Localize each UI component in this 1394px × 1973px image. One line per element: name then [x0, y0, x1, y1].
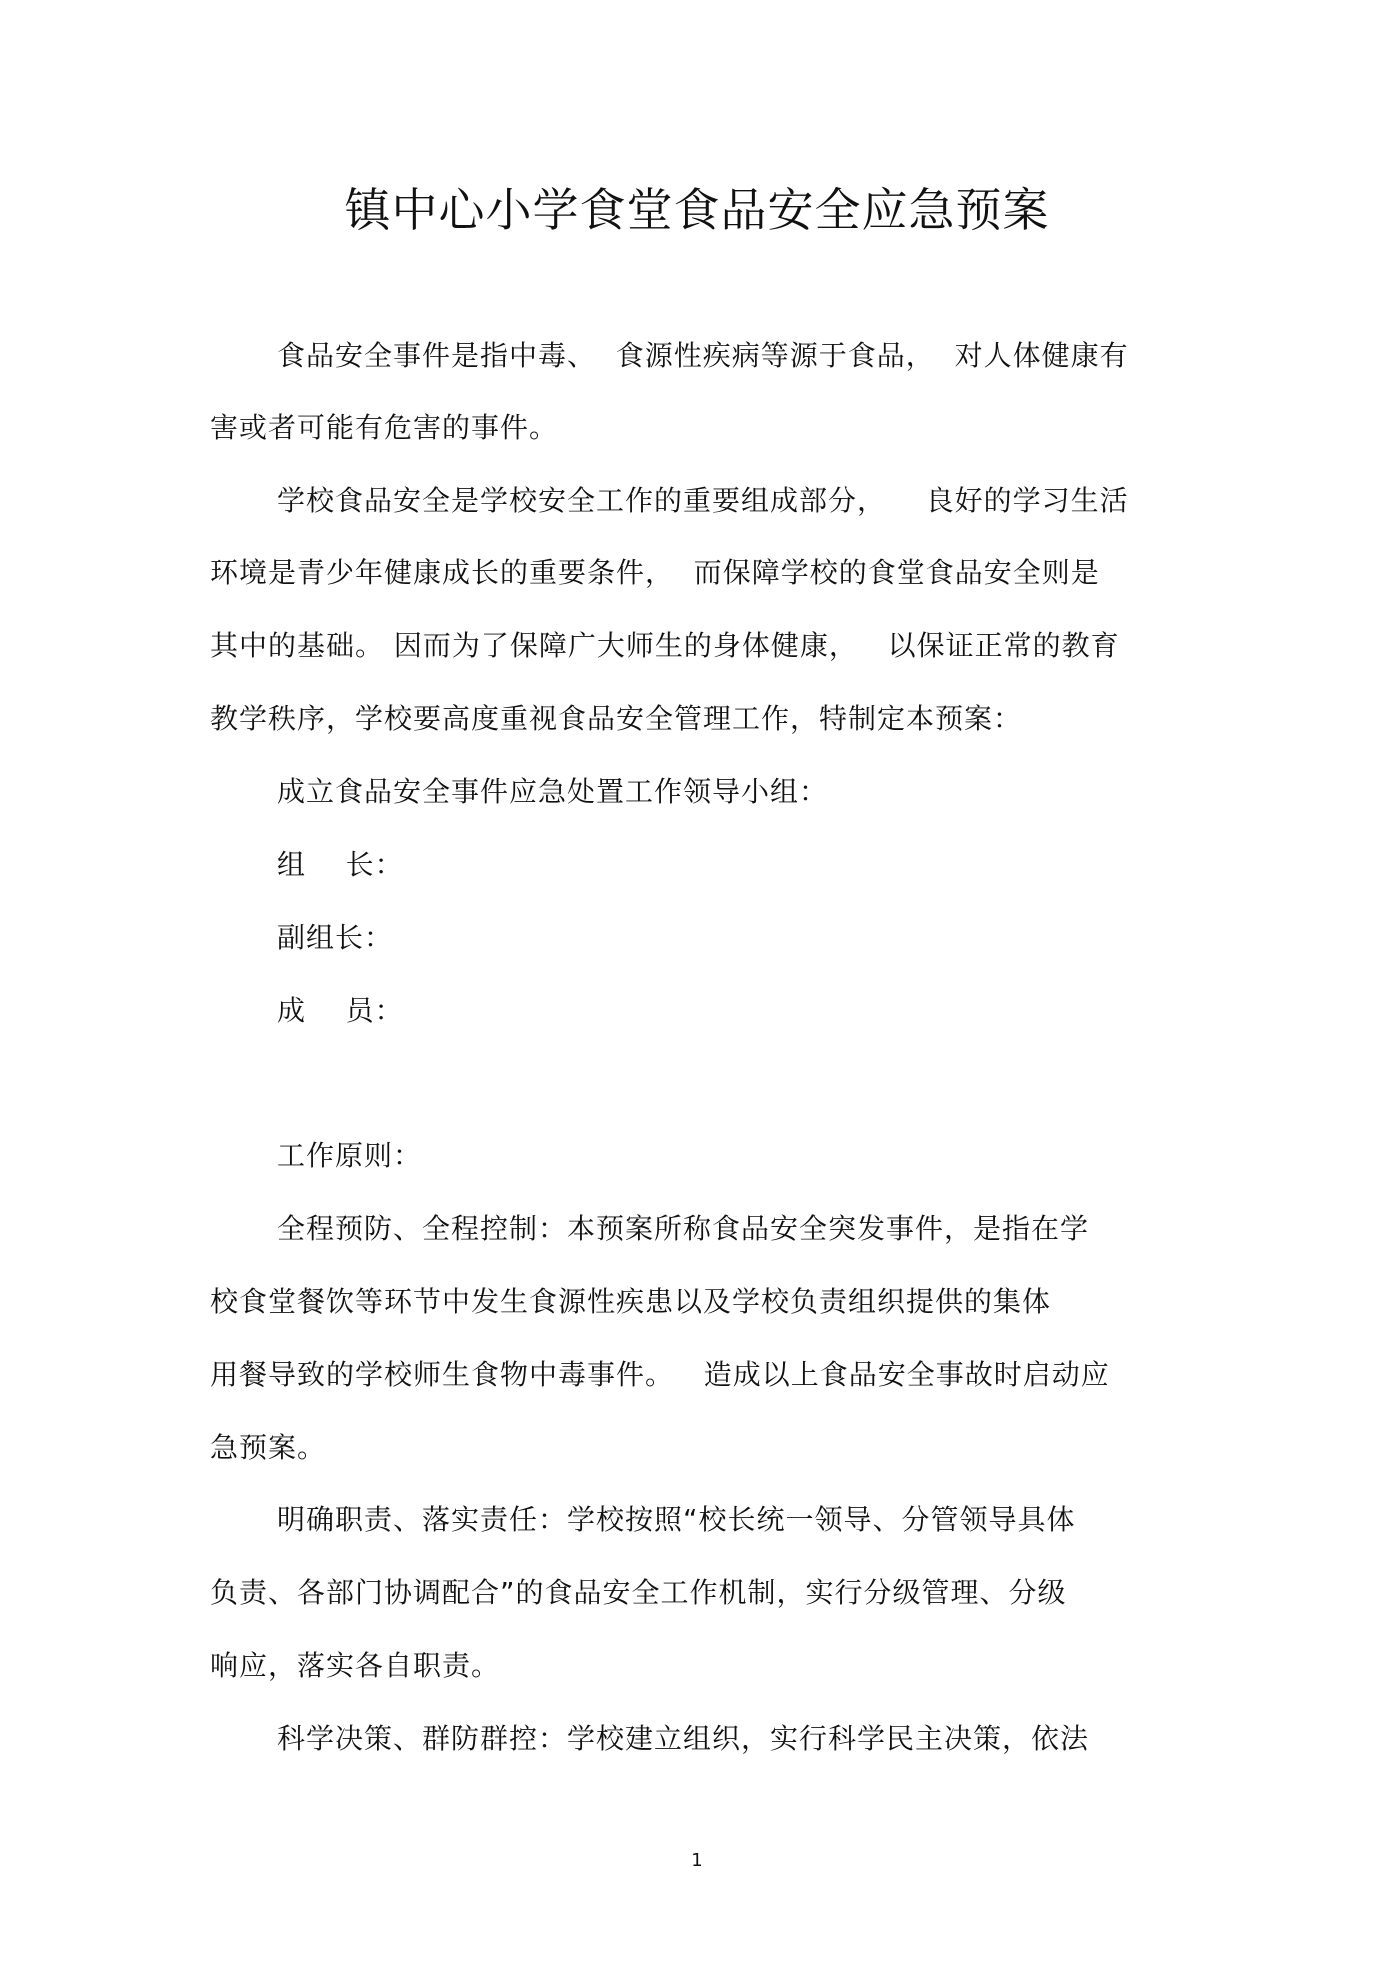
- page-number: 1: [691, 1850, 703, 1871]
- group-leader-label: 组 长：: [277, 848, 404, 881]
- paragraph-line: 用餐导致的学校师生食物中毒事件。 造成以上食品安全事故时启动应: [210, 1358, 1110, 1391]
- paragraph-line: 环境是青少年健康成长的重要条件， 而保障学校的食堂食品安全则是: [210, 556, 1100, 589]
- paragraph-line: 食品安全事件是指中毒、 食源性疾病等源于食品， 对人体健康有: [277, 339, 1129, 372]
- paragraph-line: 负责、各部门协调配合”的食品安全工作机制，实行分级管理、分级: [210, 1576, 1067, 1609]
- paragraph-line: 其中的基础。 因而为了保障广大师生的身体健康， 以保证正常的教育: [210, 629, 1120, 662]
- paragraph-line: 响应，落实各自职责。: [210, 1649, 501, 1682]
- paragraph-line: 学校食品安全是学校安全工作的重要组成部分， 良好的学习生活: [277, 484, 1129, 517]
- deputy-leader-label: 副组长：: [277, 921, 394, 954]
- paragraph-line: 明确职责、落实责任：学校按照“校长统一领导、分管领导具体: [277, 1503, 1076, 1536]
- paragraph-line: 校食堂餐饮等环节中发生食源性疾患以及学校负责组织提供的集体: [210, 1285, 1052, 1318]
- section-heading: 工作原则：: [277, 1139, 423, 1172]
- members-label: 成 员：: [277, 994, 404, 1027]
- paragraph-line: 全程预防、全程控制：本预案所称食品安全突发事件，是指在学: [277, 1212, 1090, 1245]
- document-title: 镇中心小学食堂食品安全应急预案: [344, 183, 1050, 237]
- paragraph-line: 害或者可能有危害的事件。: [210, 411, 559, 444]
- paragraph-line: 教学秩序，学校要高度重视食品安全管理工作，特制定本预案：: [210, 702, 1023, 735]
- paragraph-line: 急预案。: [210, 1431, 327, 1464]
- paragraph-line: 成立食品安全事件应急处置工作领导小组：: [277, 775, 829, 808]
- paragraph-line: 科学决策、群防群控：学校建立组织，实行科学民主决策，依法: [277, 1722, 1090, 1755]
